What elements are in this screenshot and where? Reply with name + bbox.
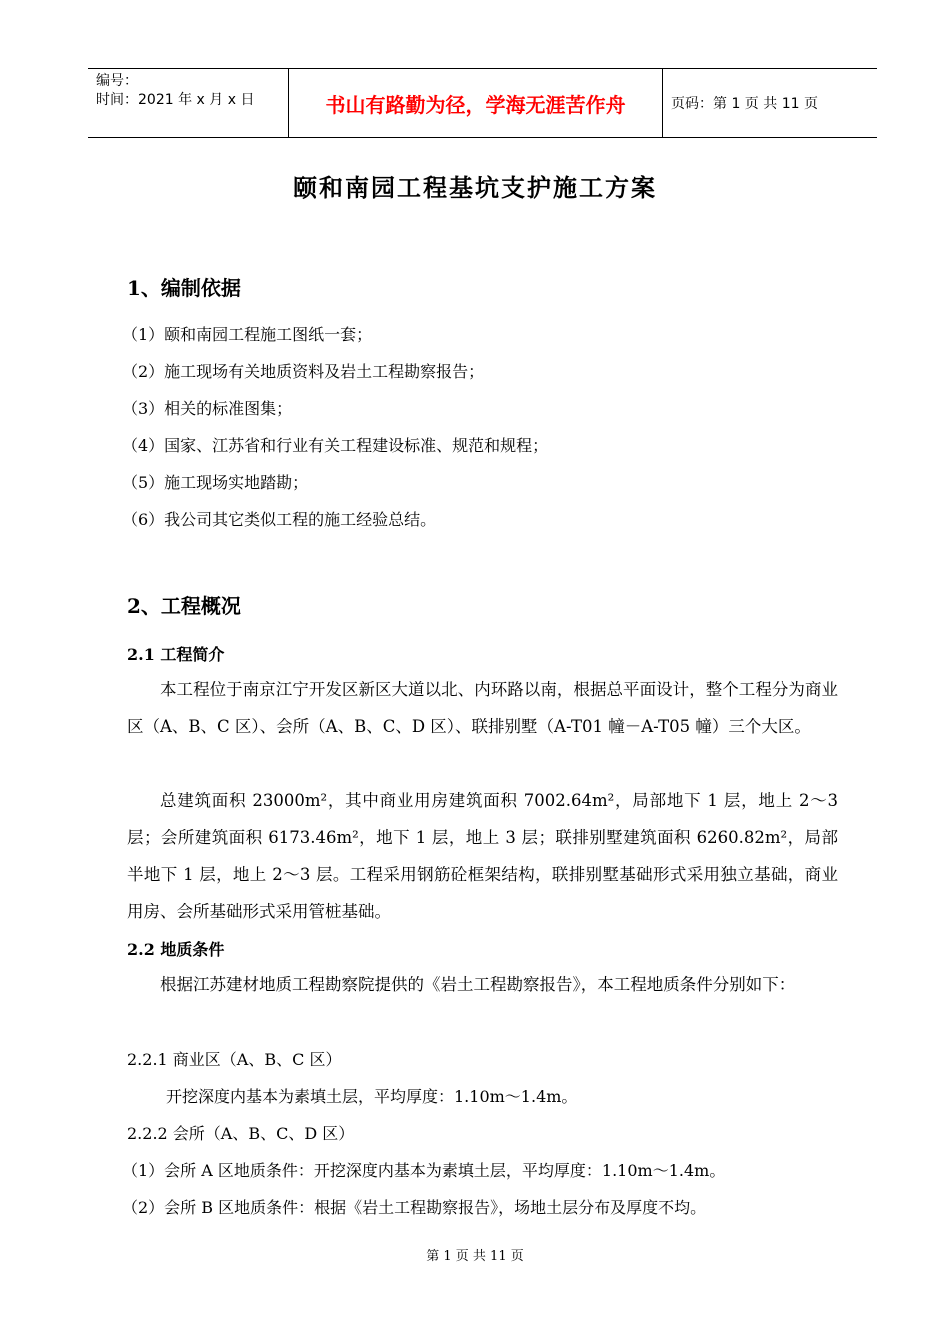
section2-heading: 2、工程概况 (127, 594, 241, 618)
document-title: 颐和南园工程基坑支护施工方案 (293, 173, 657, 202)
section222-heading: 2.2.2 会所（A、B、C、D 区） (127, 1124, 355, 1143)
list-item: （1）颐和南园工程施工图纸一套； (122, 325, 373, 344)
section221-text: 开挖深度内基本为素填土层，平均厚度：1.10m～1.4m。 (166, 1087, 578, 1106)
section1-heading: 1、编制依据 (127, 276, 241, 300)
section21-heading: 2.1 工程简介 (127, 645, 225, 664)
page-footer: 第 1 页 共 11 页 (426, 1249, 524, 1264)
header-meta-cell (88, 69, 288, 137)
header-motto: 书山有路勤为径，学海无涯苦作舟 (288, 69, 663, 137)
section22-heading: 2.2 地质条件 (127, 940, 225, 959)
list-item: （2）会所 B 区地质条件：根据《岩土工程勘察报告》，场地土层分布及厚度不均。 (122, 1198, 707, 1217)
section221-heading: 2.2.1 商业区（A、B、C 区） (127, 1050, 342, 1069)
serial-label: 编号： (96, 73, 138, 89)
list-item: （5）施工现场实地踏勘； (122, 473, 309, 492)
header-table (88, 68, 877, 138)
list-item: （3）相关的标准图集； (122, 399, 293, 418)
list-item: （6）我公司其它类似工程的施工经验总结。 (122, 510, 437, 529)
section21-paragraph-2: 总建筑面积 23000m²，其中商业用房建筑面积 7002.64m²，局部地下 1 层，地上 2～3 层；会所建筑面积 6173.46m²，地下 1 层，地上 3 层；联排别墅建筑面积 6260.82m²，局部半地下 1 层，地上 2～3 层。工程采用钢筋砼框架结构，联排别墅基础形式采用独立基础，商业用房、会所基础形式采用管桩基础。 (127, 791, 838, 921)
time-label: 时间：2021 年 x 月 x 日 (96, 92, 255, 108)
list-item: （1）会所 A 区地质条件：开挖深度内基本为素填土层，平均厚度：1.10m～1.4m。 (122, 1161, 726, 1180)
list-item: （2）施工现场有关地质资料及岩土工程勘察报告； (122, 362, 485, 381)
list-item: （4）国家、江苏省和行业有关工程建设标准、规范和规程； (122, 436, 549, 455)
section21-paragraph-1: 本工程位于南京江宁开发区新区大道以北、内环路以南，根据总平面设计，整个工程分为商业区（A、B、C 区）、会所（A、B、C、D 区）、联排别墅（A-T01 幢－A-T05 幢）三个大区。 (127, 680, 838, 736)
header-page-info: 页码：第 1 页 共 11 页 (671, 96, 818, 112)
section22-paragraph: 根据江苏建材地质工程勘察院提供的《岩土工程勘察报告》，本工程地质条件分别如下： (160, 975, 796, 994)
